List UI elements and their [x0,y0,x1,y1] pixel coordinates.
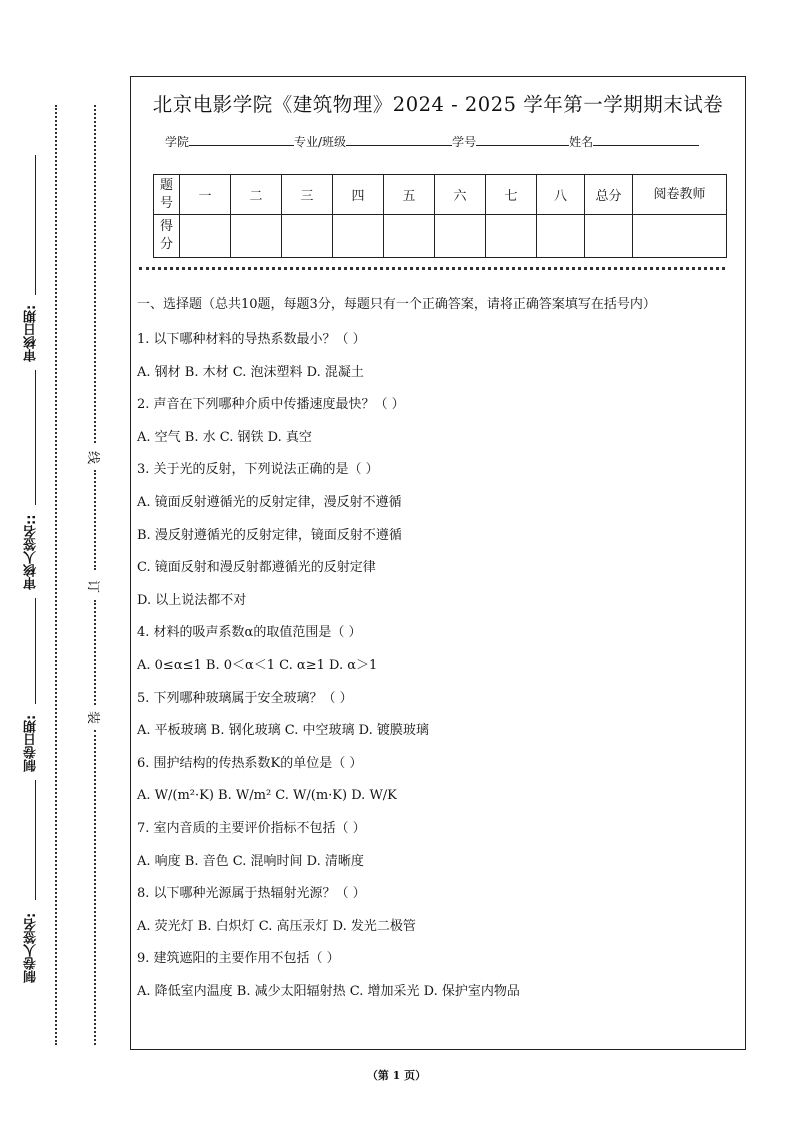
question-line: 6. 围护结构的传热系数K的单位是（ ） [137,755,363,771]
question-line: 5. 下列哪种玻璃属于安全玻璃？（ ） [137,690,353,706]
option-line: A. 钢材 B. 木材 C. 泡沫塑料 D. 混凝土 [137,364,364,380]
score-cell[interactable] [633,215,727,258]
reviewer-signature-label: 审核人签名:: [24,514,39,591]
score-cell[interactable] [585,215,633,258]
binding-dotted-line-outer [55,105,57,1045]
question-line: 1. 以下哪种材料的导热系数最小？（ ） [137,332,366,347]
name-label: 姓名 [569,135,594,149]
binding-margin [0,0,125,1122]
compiler-signature-line [35,780,36,900]
score-table [153,174,727,258]
page-footer: （第 1 页） [366,1069,427,1082]
exam-frame [130,76,746,1050]
option-line: A. 响度 B. 音色 C. 混响时间 D. 清晰度 [137,853,364,869]
score-header-cell: 总分 [585,175,633,215]
section-heading: 一、选择题（总共10题，每题3分，每题只有一个正确答案，请将正确答案填写在括号内） [137,297,656,312]
question-line: 9. 建筑遮阳的主要作用不包括（ ） [137,951,340,967]
review-date-label: 审核日期: [24,304,39,362]
student-id-blank[interactable] [476,133,569,146]
question-line: 3. 关于光的反射，下列说法正确的是（ ） [137,462,379,478]
score-cell[interactable] [180,215,231,258]
score-cell[interactable] [486,215,537,258]
major-class-label: 专业/班级 [294,135,347,149]
binding-dotted-line-inner [94,600,96,705]
score-cell[interactable] [384,215,435,258]
binding-char-xian: 线 [85,450,101,465]
binding-char-ding: 订 [85,579,101,594]
score-cell[interactable] [537,215,585,258]
question-line: 7. 室内音质的主要评价指标不包括（ ） [137,820,366,836]
score-header-cell: 一 [180,175,231,215]
student-id-label: 学号 [452,135,477,149]
compile-date-label: 制卷日期: [24,714,39,772]
score-cell[interactable] [231,215,282,258]
major-class-blank[interactable] [346,133,452,146]
score-table-header-row [154,175,727,215]
option-line: A. 镜面反射遵循光的反射定律，漫反射不遵循 [137,494,402,510]
question-line: 8. 以下哪种光源属于热辐射光源？（ ） [137,886,366,902]
question-line: 2. 声音在下列哪种介质中传播速度最快？（ ） [137,397,405,413]
score-header-cell: 八 [537,175,585,215]
score-cell[interactable] [282,215,333,258]
college-label: 学院 [165,135,190,149]
score-header-cell: 阅卷教师 [633,175,727,215]
name-blank[interactable] [593,133,699,146]
compile-date-line [35,598,36,704]
student-info-line [165,133,699,150]
option-line: A. 降低室内温度 B. 减少太阳辐射热 C. 增加采光 D. 保护室内物品 [137,983,520,999]
binding-char-zhuang: 装 [85,710,101,725]
score-header-cell: 六 [435,175,486,215]
college-blank[interactable] [189,133,294,146]
score-cell[interactable] [435,215,486,258]
score-row-label: 得分 [154,215,180,258]
score-table-score-row [154,215,727,258]
option-line: A. 荧光灯 B. 白炽灯 C. 高压汞灯 D. 发光二极管 [137,918,416,934]
option-line: C. 镜面反射和漫反射都遵循光的反射定律 [137,560,376,576]
score-header-cell: 七 [486,175,537,215]
score-header-cell: 三 [282,175,333,215]
question-line: 4. 材料的吸声系数α的取值范围是（ ） [137,625,362,641]
score-header-cell: 四 [333,175,384,215]
score-header-cell: 二 [231,175,282,215]
binding-dotted-line-inner [94,105,96,443]
option-line: A. 平板玻璃 B. 钢化玻璃 C. 中空玻璃 D. 镀膜玻璃 [137,723,429,739]
score-header-cell: 五 [384,175,435,215]
question-lines [137,324,737,1008]
option-line: A. 空气 B. 水 C. 钢铁 D. 真空 [137,429,312,445]
reviewer-signature-line [35,370,36,505]
question-content [137,293,737,1008]
option-line: A. 0≤α≤1 B. 0＜α＜1 C. α≥1 D. α＞1 [137,657,378,673]
score-cell[interactable] [333,215,384,258]
dotted-separator [139,267,725,270]
binding-dotted-line-inner [94,730,96,1045]
score-header-cell: 题号 [154,175,180,215]
review-date-line [35,155,36,295]
exam-title: 北京电影学院《建筑物理》2024 - 2025 学年第一学期期末试卷 [152,93,724,116]
option-line: A. W/(m²·K) B. W/m² C. W/(m·K) D. W/K [137,788,397,804]
option-line: B. 漫反射遵循光的反射定律，镜面反射不遵循 [137,527,402,543]
binding-dotted-line-inner [94,470,96,570]
option-line: D. 以上说法都不对 [137,592,247,608]
compiler-signature-label: 制卷人签名: [24,912,39,983]
